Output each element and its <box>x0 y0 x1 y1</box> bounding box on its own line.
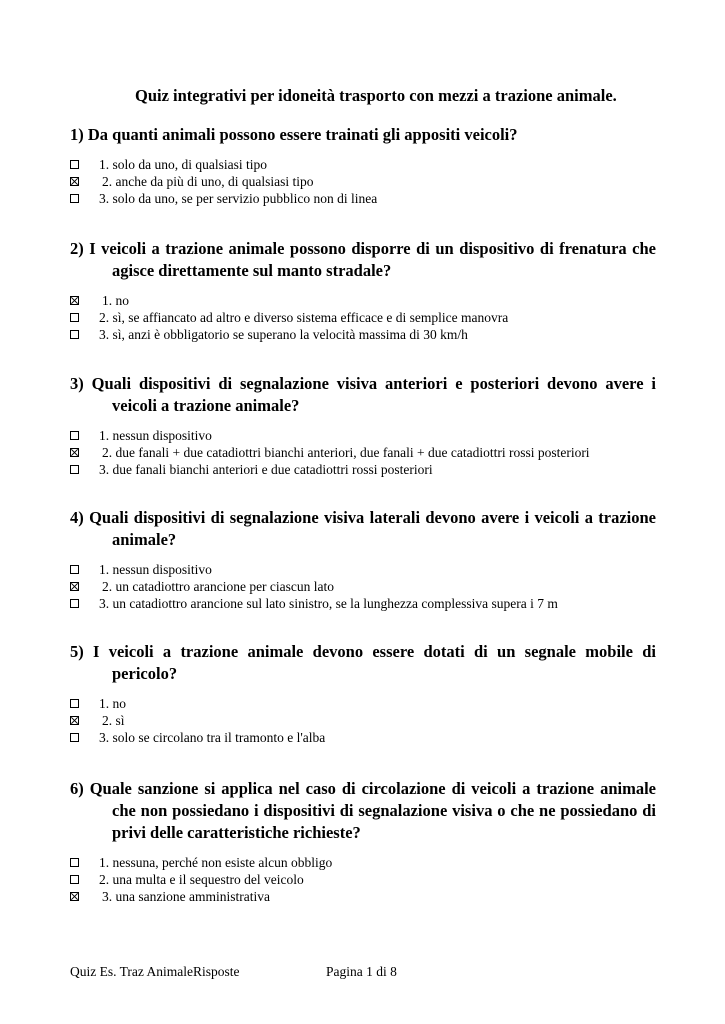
question-1 <box>70 124 656 207</box>
empty-checkbox-icon[interactable] <box>70 313 79 322</box>
answer-options <box>70 854 656 905</box>
answer-option[interactable] <box>70 326 656 343</box>
answer-option[interactable] <box>70 461 656 478</box>
answer-option[interactable] <box>70 561 656 578</box>
answer-option-label: 3. solo se circolano tra il tramonto e l'alba <box>99 729 326 745</box>
answer-option-label: 1. nessun dispositivo <box>99 561 212 577</box>
empty-checkbox-icon[interactable] <box>70 858 79 867</box>
answer-option-label: 3. una sanzione amministrativa <box>102 888 270 904</box>
question-6 <box>70 778 656 905</box>
answer-option[interactable] <box>70 871 656 888</box>
empty-checkbox-icon[interactable] <box>70 160 79 169</box>
question-text: 6) Quale sanzione si applica nel caso di circolazione di veicoli a trazione animale che non possiedano i dispositivi di segnalazione visiva o che ne possiedano di privi delle caratteristiche richieste? <box>70 779 656 842</box>
answer-option-label: 1. solo da uno, di qualsiasi tipo <box>99 156 267 172</box>
empty-checkbox-icon[interactable] <box>70 699 79 708</box>
footer-page-number: Pagina 1 di 8 <box>326 964 397 979</box>
answer-option[interactable] <box>70 854 656 871</box>
answer-options <box>70 156 656 207</box>
answer-option-label: 3. solo da uno, se per servizio pubblico non di linea <box>99 190 378 206</box>
answer-option[interactable] <box>70 729 656 746</box>
checked-checkbox-icon[interactable] <box>70 177 79 186</box>
answer-option-label: 1. no <box>99 695 126 711</box>
checked-checkbox-icon[interactable] <box>70 716 79 725</box>
answer-option[interactable] <box>70 156 656 173</box>
answer-option[interactable] <box>70 695 656 712</box>
answer-option[interactable] <box>70 292 656 309</box>
answer-option[interactable] <box>70 712 656 729</box>
empty-checkbox-icon[interactable] <box>70 599 79 608</box>
answer-option-label: 2. anche da più di uno, di qualsiasi tipo <box>102 173 314 189</box>
answer-option[interactable] <box>70 173 656 190</box>
answer-option-label: 2. due fanali + due catadiottri bianchi anteriori, due fanali + due catadiottri rossi posteriori <box>102 444 590 460</box>
empty-checkbox-icon[interactable] <box>70 565 79 574</box>
answer-option-label: 1. nessuna, perché non esiste alcun obbligo <box>99 854 333 870</box>
answer-option[interactable] <box>70 427 656 444</box>
question-text: 4) Quali dispositivi di segnalazione visiva laterali devono avere i veicoli a trazione animale? <box>70 508 656 549</box>
question-3 <box>70 373 656 478</box>
answer-option-label: 2. sì <box>102 712 125 728</box>
answer-option-label: 3. due fanali bianchi anteriori e due catadiottri rossi posteriori <box>99 461 433 477</box>
answer-option-label: 1. nessun dispositivo <box>99 427 212 443</box>
question-text: 2) I veicoli a trazione animale possono disporre di un dispositivo di frenatura che agisce direttamente sul manto stradale? <box>70 239 656 280</box>
empty-checkbox-icon[interactable] <box>70 431 79 440</box>
answer-option[interactable] <box>70 309 656 326</box>
empty-checkbox-icon[interactable] <box>70 194 79 203</box>
answer-options <box>70 292 656 343</box>
answer-option[interactable] <box>70 578 656 595</box>
question-text: 3) Quali dispositivi di segnalazione visiva anteriori e posteriori devono avere i veicoli a trazione animale? <box>70 374 656 415</box>
answer-option[interactable] <box>70 444 656 461</box>
question-4 <box>70 507 656 612</box>
answer-option-label: 3. sì, anzi è obbligatorio se superano la velocità massima di 30 km/h <box>99 326 468 342</box>
answer-option-label: 2. un catadiottro arancione per ciascun lato <box>102 578 335 594</box>
checked-checkbox-icon[interactable] <box>70 582 79 591</box>
answer-options <box>70 695 656 746</box>
answer-option-label: 1. no <box>102 292 129 308</box>
footer-document-name: Quiz Es. Traz AnimaleRisposte <box>70 964 240 979</box>
question-2 <box>70 238 656 343</box>
empty-checkbox-icon[interactable] <box>70 733 79 742</box>
answer-options <box>70 561 656 612</box>
page-title: Quiz integrativi per idoneità trasporto con mezzi a trazione animale. <box>135 86 617 105</box>
question-5 <box>70 641 656 746</box>
answer-option[interactable] <box>70 190 656 207</box>
checked-checkbox-icon[interactable] <box>70 892 79 901</box>
question-text: 1) Da quanti animali possono essere trainati gli appositi veicoli? <box>70 125 518 144</box>
empty-checkbox-icon[interactable] <box>70 330 79 339</box>
question-text: 5) I veicoli a trazione animale devono essere dotati di un segnale mobile di pericolo? <box>70 642 656 683</box>
answer-option[interactable] <box>70 595 656 612</box>
answer-option-label: 3. un catadiottro arancione sul lato sinistro, se la lunghezza complessiva supera i 7 m <box>99 595 558 611</box>
checked-checkbox-icon[interactable] <box>70 296 79 305</box>
answer-option-label: 2. una multa e il sequestro del veicolo <box>99 871 304 887</box>
empty-checkbox-icon[interactable] <box>70 465 79 474</box>
empty-checkbox-icon[interactable] <box>70 875 79 884</box>
checked-checkbox-icon[interactable] <box>70 448 79 457</box>
answer-option-label: 2. sì, se affiancato ad altro e diverso sistema efficace e di semplice manovra <box>99 309 509 325</box>
answer-option[interactable] <box>70 888 656 905</box>
answer-options <box>70 427 656 478</box>
